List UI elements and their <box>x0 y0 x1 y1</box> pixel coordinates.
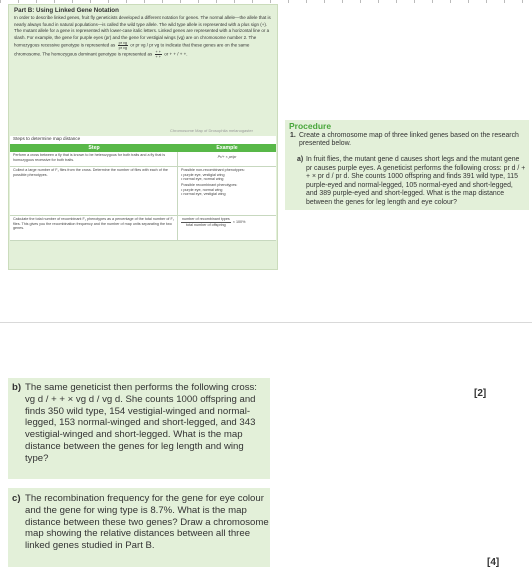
non-recombinant-item: • purple eye, vestigial wing <box>181 172 225 177</box>
row-example: Pr/+ × pr/pr <box>217 155 237 159</box>
marks-c: [4] <box>487 557 500 567</box>
procedure-item-number: 1. <box>290 132 296 139</box>
formula-numerator: number of recombinant types <box>182 217 230 221</box>
formula-multiplier: × 100% <box>232 219 246 224</box>
recombinant-list <box>181 183 273 197</box>
page-separator <box>0 322 532 323</box>
part-b-after-fraction: or pr vg / pr vg to indicate that these genes are on the same chromosome. The homozygous dominant genotype is represented as <box>14 43 250 58</box>
question-b-label: b) <box>12 382 22 393</box>
question-c-text: The recombination frequency for the gene for eye colour and the gene for wing type is 8.7%. What is the map distance between these two genes? Draw a chromosome map showing the relative distances between all three linked genes studied in Part B. <box>25 493 269 552</box>
table-row <box>10 216 276 241</box>
marks-b: [2] <box>474 388 487 399</box>
top-ruler <box>0 0 532 3</box>
table-header <box>10 144 276 152</box>
header-example: Example <box>216 145 238 151</box>
procedure-item-text: Create a chromosome map of three linked genes based on the research presented below. <box>299 132 519 148</box>
question-c-panel <box>8 488 270 567</box>
fraction-top: pr vg <box>118 41 128 46</box>
part-b-paragraph <box>14 15 272 59</box>
map-distance-table <box>10 136 276 241</box>
recombinant-item: • normal eye, vestigial wing <box>181 192 226 197</box>
plus-fraction-bottom: + + <box>155 55 162 60</box>
non-recombinant-list <box>181 168 273 182</box>
table-row <box>10 167 276 216</box>
row-step: Perform a cross between a fly that is known to be heterozygous for both traits and a fly that is homozygous recessive for both traits. <box>10 152 178 166</box>
recombination-formula <box>181 217 273 227</box>
recombinant-item: • purple eye, normal wing <box>181 187 223 192</box>
table-row <box>10 152 276 167</box>
formula-fraction <box>181 217 231 227</box>
fraction-bottom: pr vg <box>118 46 128 51</box>
question-c-label: c) <box>12 493 21 504</box>
row-example <box>178 216 276 240</box>
recombinant-title: Possible recombinant phenotypes: <box>181 183 238 188</box>
part-b-title: Part B: Using Linked Gene Notation <box>14 7 119 14</box>
row-example <box>178 167 276 215</box>
plus-fraction-top: + + <box>155 50 162 55</box>
question-b-panel <box>8 378 270 479</box>
procedure-panel <box>285 120 529 210</box>
formula-denominator: total number of offspring <box>186 222 226 227</box>
dominant-genotype-fraction <box>155 50 163 59</box>
non-recombinant-title: Possible non-recombinant phenotypes: <box>181 168 245 172</box>
non-recombinant-item: • normal eye, normal wing <box>181 177 224 182</box>
table-caption: Steps to determine map distance <box>13 136 81 141</box>
row-step: Calculate the total number of recombinant F₁ phenotypes as a percentage of the total number of F₁ flies. This gives you the recombination frequency and the number of map units separating the two genes. <box>10 216 178 240</box>
part-b-body: In order to describe linked genes, fruit fly geneticists developed a different notation for genes. The normal allele—the allele that is nearly always found in natural populations—is called the wild type allele. The wild type allele is represented with a plus sign (+). The mutant allele for a gene is represented with lower-case italic letters. Linked genes are represented with a horizontal line or a slash. For example, the gene for purple eyes (pr) and the gene for vestigial wings (vg) are on chromosome number 2. The homozygous recessive genotype is represented as <box>14 15 271 49</box>
row-step: Collect a large number of F₁ flies from the cross. Determine the number of flies with each of the possible phenotypes. <box>10 167 178 215</box>
question-a-text: In fruit flies, the mutant gene d causes short legs and the mutant gene pr causes purple eyes. A geneticist performs the following cross: pr d / + + × pr d / pr d. She counts 1000 offspring and finds 391 wild type, 115 purple-eyed and normal-legged, 105 normal-eyed and short-legged, and 389 purple-eyed and short-legged. What is the map distance between the genes for leg length and eye colour? <box>306 156 526 206</box>
question-a-label: a) <box>297 156 304 163</box>
header-step: Step <box>88 145 100 151</box>
question-b-text: The same geneticist then performs the following cross: vg d / + + × vg d / vg d. She counts 1000 offspring and finds 350 wild type, 154 vestigial-winged and normal-legged, 153 normal-winged and short-legged, and 343 vestigial-winged and short-legged. What is the map distance between the genes for leg length and wing type? <box>25 382 257 464</box>
faint-caption: Chromosome Map of Drosophila melanogaster <box>170 128 253 133</box>
procedure-title: Procedure <box>289 121 332 131</box>
part-b-after-plus: or + + / + +. <box>164 52 188 58</box>
recessive-genotype-fraction <box>118 41 128 50</box>
